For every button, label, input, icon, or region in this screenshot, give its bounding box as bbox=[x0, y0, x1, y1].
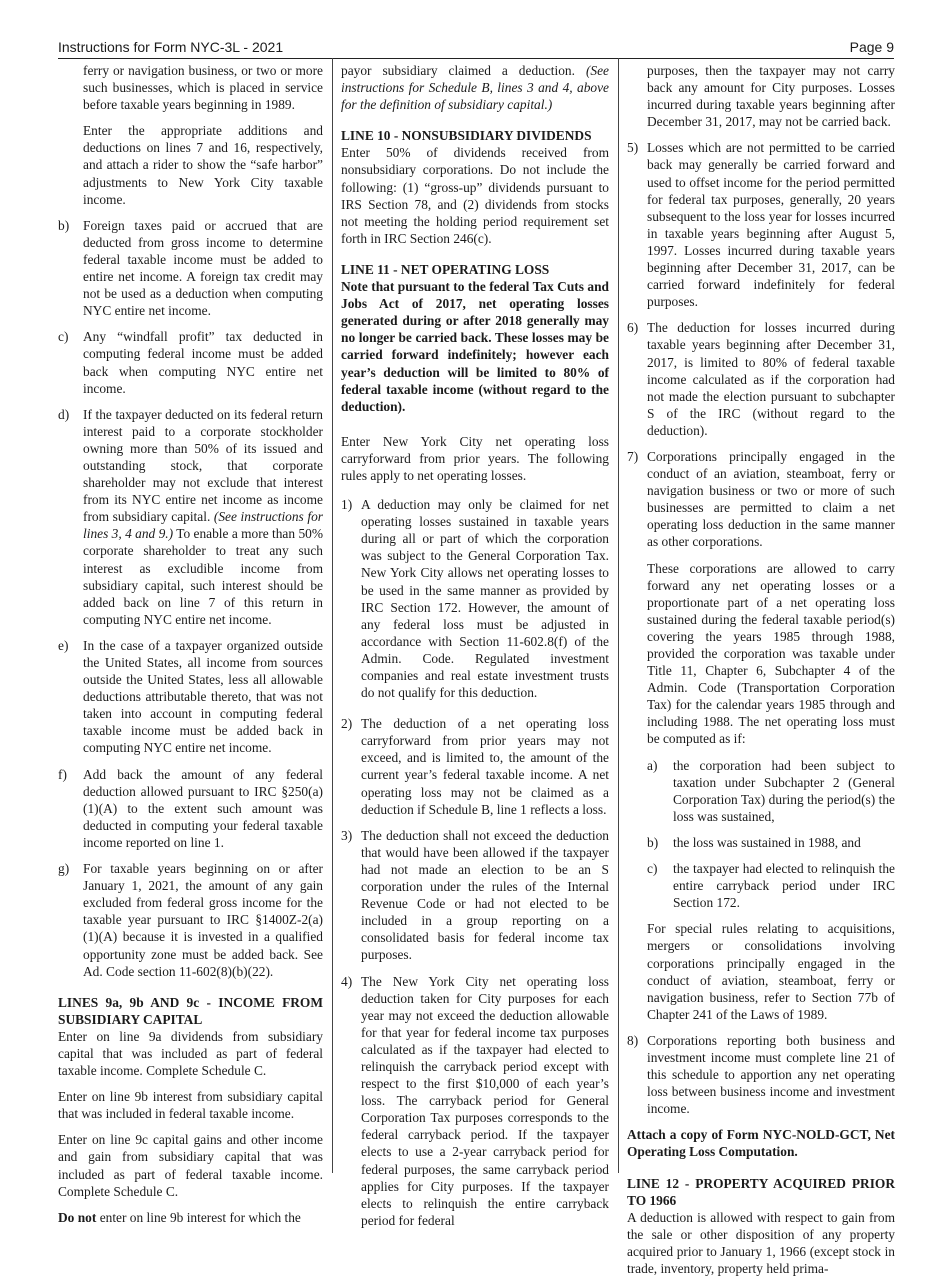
item-label: f) bbox=[58, 766, 67, 782]
page-number: Page 9 bbox=[849, 39, 894, 55]
item-text: Any “windfall profit” tax deducted in computing federal income must be added back when computing NYC entire net income. bbox=[83, 329, 323, 396]
rule-number: 5) bbox=[627, 140, 639, 156]
rule-item bbox=[627, 448, 895, 551]
rule-number: 7) bbox=[627, 448, 639, 464]
column-divider bbox=[618, 58, 619, 1173]
item-text: In the case of a taxpayer organized outside the United States, all income from sources outside the United States, less all allowable deductions attributable thereto, that was not taken into account in computing federal taxable income must be added back in computing NYC entire net income. bbox=[83, 637, 323, 756]
rule-text: The deduction shall not exceed the deduction that would have been allowed if the taxpayer had not made an election to be an S corporation under the rules of the Internal Revenue Code or had not elected to be included in a group reporting on a consolidated basis for federal income tax purposes. bbox=[361, 827, 609, 963]
rule-text: Corporations principally engaged in the conduct of an aviation, steamboat, ferry or navigation business or two or more of such businesses are permitted to claim a net operating loss deduction in the same manner as other corporations. bbox=[647, 448, 895, 550]
sub-item bbox=[647, 860, 895, 911]
paragraph: ferry or navigation business, or two or more such businesses, which is placed in service before taxable years beginning in 1989. bbox=[83, 63, 323, 113]
item-label: d) bbox=[58, 406, 70, 422]
rule-item bbox=[341, 496, 609, 701]
page-header bbox=[58, 38, 894, 59]
paragraph: Enter New York City net operating loss carryforward from prior years. The following rules apply to net operating losses. bbox=[341, 433, 609, 483]
rule-number: 3) bbox=[341, 827, 353, 843]
attach-note: Attach a copy of Form NYC-NOLD-GCT, Net Operating Loss Computation. bbox=[627, 1127, 895, 1160]
list-item bbox=[58, 217, 323, 320]
form-title: Instructions for Form NYC-3L - 2021 bbox=[58, 39, 284, 55]
bold-note: Note that pursuant to the federal Tax Cuts and Jobs Act of 2017, net operating losses generated during or after 2018 generally may no longer be carried back. These losses may be carried forward indefinitely; however each year’s deduction will be limited to 80% of federal taxable income (without regard to the deduction). bbox=[341, 279, 609, 414]
paragraph: Enter on line 9a dividends from subsidiary capital that was included as part of federal taxable income. Complete Schedule C. bbox=[58, 1028, 323, 1079]
sub-item bbox=[647, 757, 895, 825]
paragraph bbox=[341, 62, 609, 113]
rule-text: Corporations reporting both business and investment income must complete line 21 of this schedule to apportion any net operating loss between business income and investment income. bbox=[647, 1032, 895, 1117]
sub-label: a) bbox=[647, 757, 658, 773]
rule-text: The New York City net operating loss deduction taken for City purposes for each year may not exceed the deduction allowable for that year for federal income tax purposes calculated as if the taxpayer had elected to relinquish the carryback period except with respect to the first $10,000 of each year’s loss. The carryback period for General Corporation Tax purposes corresponds to the federal carryback period. If the taxpayer elects to use a 2-year carryback period for federal purposes, the same carryback period applies for City purposes. If the taxpayer elects to relinquish the entire carryback period for federal bbox=[361, 973, 609, 1228]
list-item bbox=[58, 406, 323, 628]
paragraph: Enter on line 9c capital gains and other income and gain from subsidiary capital that was included as part of federal taxable income. Complete Schedule C. bbox=[58, 1132, 323, 1199]
column-1 bbox=[58, 62, 323, 1235]
item-text-group bbox=[83, 406, 323, 628]
rule-item bbox=[341, 973, 609, 1229]
item-text: If the taxpayer deducted on its federal return interest paid to a corporate stockholder owning more than 50% of its issued and outstanding stock, that corporate shareholder may not exclude that interest from its NYC entire net income as income from subsidiary capital. bbox=[83, 406, 323, 525]
paragraph: purposes, then the taxpayer may not carry back any amount for City purposes. Losses incurred during taxable years beginning after December 31, 2017, may not be carried back. bbox=[647, 63, 895, 130]
rule-text: The deduction of a net operating loss carryforward from prior years may not exceed, and is limited to, the amount of the current year’s federal taxable income. A net operating loss may not be claimed as a deduction if Schedule B, line 1 reflects a loss. bbox=[361, 716, 609, 817]
item-text: To enable a more than 50% corporate shareholder to treat any such interest as excludible income from subsidiary capital, such interest should be added back on line 7 of this return in computing NYC entire net income. bbox=[83, 526, 323, 627]
sub-text: the loss was sustained in 1988, and bbox=[673, 834, 861, 850]
rule-item bbox=[341, 827, 609, 964]
sub-label: c) bbox=[647, 861, 658, 877]
sub-text: the corporation had been subject to taxation under Subchapter 2 (General Corporation Tax) during the period(s) the loss was sustained, bbox=[673, 757, 895, 824]
item-text: For taxable years beginning on or after January 1, 2021, the amount of any gain excluded from federal gross income for the taxable year pursuant to IRC §1400Z-2(a)(1)(A) because it is invested in a qualified opportunity zone must be added back. See Ad. Code section 11-602(8)(b)(22). bbox=[83, 861, 323, 979]
paragraph: Enter on line 9b interest from subsidiary capital that was included in federal taxable income. bbox=[58, 1089, 323, 1122]
paragraph: Enter 50% of dividends received from nonsubsidiary corporations. Do not include the following: (1) “gross-up” dividends pursuant to IRS Section 78, and (2) dividends from stocks not meeting the holding period requirement set forth in IRC Section 246(c). bbox=[341, 145, 609, 246]
sub-label: b) bbox=[647, 834, 659, 850]
list-item bbox=[58, 766, 323, 851]
list-item bbox=[58, 637, 323, 757]
item-label: e) bbox=[58, 637, 69, 653]
section-heading: LINES 9a, 9b AND 9c - INCOME FROM SUBSIDIARY CAPITAL bbox=[58, 994, 323, 1027]
rule-text: A deduction may only be claimed for net operating losses sustained in taxable years during all or part of which the corporation was subject to the General Corporation Tax. New York City allows net operating losses to be used in the same manner as provided by IRC Section 172. However, the amount of any federal loss must be adjusted in accordance with Section 11-602.8(f) of the Admin. Code. Regulated investment companies and real estate investment trusts do not qualify for this deduction. bbox=[361, 497, 609, 701]
list-item bbox=[58, 328, 323, 396]
rule-number: 4) bbox=[341, 973, 353, 989]
rule-number: 1) bbox=[341, 497, 353, 513]
item-label: b) bbox=[58, 217, 70, 233]
item-note: (See instructions for lines 3, 4 and 9.) bbox=[83, 509, 323, 542]
column-divider bbox=[332, 58, 333, 1173]
rule-item bbox=[627, 1032, 895, 1117]
rule-item bbox=[627, 319, 895, 439]
sub-text: the taxpayer had elected to relinquish the entire carryback period under IRC Section 172. bbox=[673, 861, 895, 911]
paragraph: Enter the appropriate additions and deductions on lines 7 and 16, respectively, and attach a rider to show the “safe harbor” adjustments to New York City taxable income. bbox=[83, 123, 323, 207]
rule-number: 2) bbox=[341, 716, 353, 732]
section-heading: LINE 11 - NET OPERATING LOSS bbox=[341, 261, 550, 277]
column-3 bbox=[627, 62, 895, 1286]
item-label: c) bbox=[58, 329, 69, 345]
rule-text: Losses which are not permitted to be carried back may generally be carried forward and used to offset income for the period permitted for federal tax purposes, generally, 20 years subsequent to the loss year for losses incurred in taxable years beginning after August 5, 1997. Losses incurred during taxable years beginning after December 31, 2017, can be carried forward indefinitely for federal purposes. bbox=[647, 140, 895, 310]
list-item bbox=[58, 860, 323, 980]
item-text: Add back the amount of any federal deduction allowed pursuant to IRC §250(a)(1)(A) to the extent such amount was deducted in computing your federal taxable income reported on line 1. bbox=[83, 766, 323, 850]
section-heading: LINE 12 - PROPERTY ACQUIRED PRIOR TO 1966 bbox=[627, 1175, 895, 1208]
sub-item bbox=[647, 834, 895, 851]
column-2 bbox=[341, 62, 609, 1238]
paragraph bbox=[58, 1209, 323, 1226]
emphasis: Do not bbox=[58, 1209, 97, 1225]
rule-item bbox=[341, 715, 609, 818]
paragraph: For special rules relating to acquisitions, mergers or consolidations involving corporations principally engaged in the conduct of aviation, steamboat, ferry or navigation business, refer to Section 77b of Chapter 241 of the Laws of 1989. bbox=[647, 921, 895, 1022]
rule-number: 8) bbox=[627, 1032, 639, 1048]
rule-item bbox=[627, 139, 895, 310]
paragraph-text: payor subsidiary claimed a deduction. bbox=[341, 63, 575, 78]
paragraph-note: (See instructions for Schedule B, lines 3 and 4, above for the definition of subsidiary capital.) bbox=[341, 63, 609, 113]
rule-text: The deduction for losses incurred during taxable years beginning after December 31, 2017, is limited to 80% of federal taxable income calculated as if the corporation had not made the election pursuant to subchapter S of the IRC (without regard to the deduction). bbox=[647, 320, 895, 438]
item-text: Foreign taxes paid or accrued that are deducted from gross income to determine federal taxable income must be added to entire net income. A foreign tax credit may not be used as a deduction when computing NYC entire net income. bbox=[83, 217, 323, 319]
paragraph-text: enter on line 9b interest for which the bbox=[99, 1209, 301, 1225]
paragraph: These corporations are allowed to carry forward any net operating losses or a proportionate part of a net operating loss sustained during the federal taxable period(s) covering the years 1985 through 1988, provided the corporation was taxable under Title 11, Chapter 6, Subchapter 4 of the Admin. Code (Transportation Corporation Tax) for the calendar years 1985 through and including 1988. The net operating loss must be computed as if: bbox=[647, 560, 895, 747]
paragraph: A deduction is allowed with respect to gain from the sale or other disposition of any property acquired prior to January 1, 1966 (except stock in trade, inventory, property held prima- bbox=[627, 1209, 895, 1276]
rule-number: 6) bbox=[627, 320, 639, 336]
section-heading: LINE 10 - NONSUBSIDIARY DIVIDENDS bbox=[341, 128, 592, 144]
item-label: g) bbox=[58, 861, 70, 877]
